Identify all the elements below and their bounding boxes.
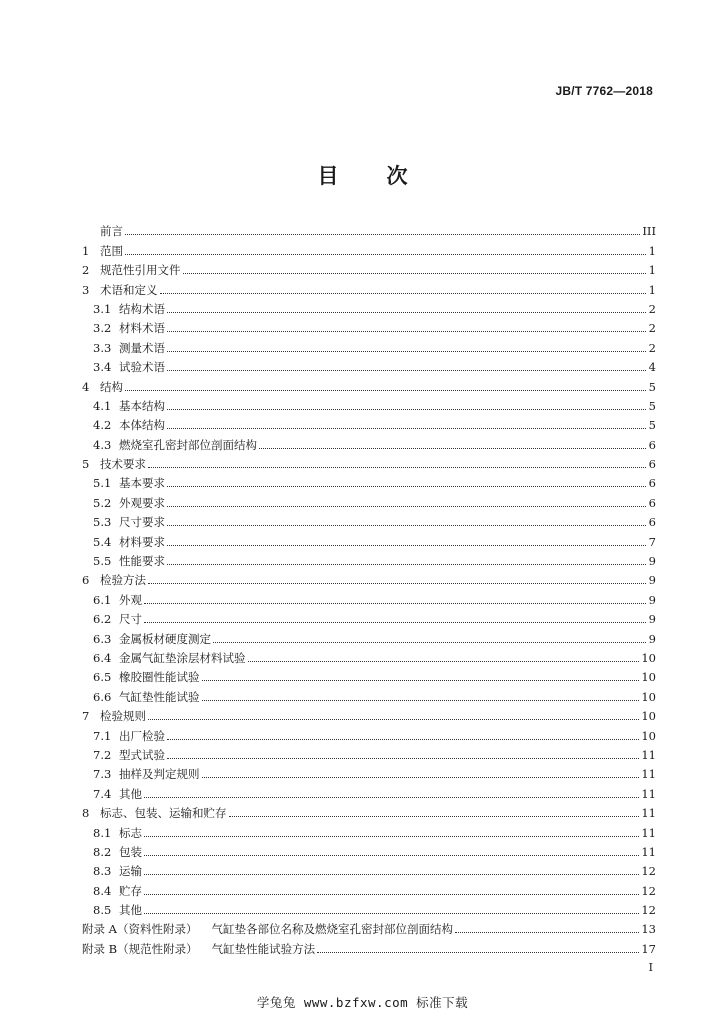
toc-entry-number: 6.1	[93, 592, 112, 607]
toc-entry[interactable]	[82, 549, 656, 568]
toc-entry-page: III	[642, 224, 656, 239]
toc-entry-number: 8.5	[93, 903, 112, 918]
toc-entry-number: 7.3	[93, 767, 112, 782]
toc-dot-leader	[125, 254, 646, 255]
toc-entry-page: 2	[648, 321, 656, 336]
toc-entry-page: 12	[641, 864, 656, 879]
toc-dot-leader	[167, 312, 646, 313]
toc-dot-leader	[144, 603, 646, 604]
toc-entry[interactable]	[82, 859, 656, 878]
toc-dot-leader	[144, 797, 639, 798]
toc-entry-number: 1	[82, 243, 90, 258]
toc-entry-page: 11	[641, 767, 656, 782]
toc-entry-number: 4.3	[93, 437, 112, 452]
toc-entry-title: 结构术语	[119, 301, 165, 316]
toc-entry[interactable]	[82, 665, 656, 684]
toc-entry-title: 本体结构	[119, 418, 165, 433]
toc-entry-number: 5	[82, 457, 90, 472]
toc-entry-page: 10	[641, 670, 656, 685]
toc-dot-leader	[183, 273, 647, 274]
toc-entry[interactable]	[82, 258, 656, 277]
toc-entry-page: 11	[641, 825, 656, 840]
toc-entry-title: 规范性引用文件	[100, 263, 181, 278]
toc-entry-page: 4	[648, 360, 656, 375]
toc-title-char-1: 目	[317, 164, 339, 188]
toc-entry[interactable]	[82, 762, 656, 781]
toc-entry-title: 材料要求	[119, 534, 165, 549]
toc-entry-number: 5.3	[93, 515, 112, 530]
toc-entry-page: 5	[648, 379, 656, 394]
toc-entry-title: 标志、包装、运输和贮存	[100, 806, 227, 821]
toc-entry-page: 17	[641, 941, 656, 956]
toc-entry-title: 前言	[100, 224, 123, 239]
toc-entry-page: 1	[648, 263, 656, 278]
toc-dot-leader	[202, 777, 640, 778]
toc-entry-page: 9	[648, 631, 656, 646]
toc-dot-leader	[148, 719, 639, 720]
footer-tagline: 标准下载	[416, 995, 469, 1010]
toc-entry[interactable]	[82, 684, 656, 703]
toc-entry[interactable]	[82, 878, 656, 897]
toc-entry-number: 8	[82, 806, 90, 821]
toc-entry-title: 运输	[119, 864, 142, 879]
toc-dot-leader	[148, 467, 646, 468]
toc-entry[interactable]	[82, 219, 656, 238]
toc-dot-leader	[144, 874, 639, 875]
toc-entry[interactable]	[82, 801, 656, 820]
toc-entry[interactable]	[82, 898, 656, 917]
toc-entry-number: 5.5	[93, 554, 112, 569]
toc-entry-title: 外观要求	[119, 495, 165, 510]
toc-dot-leader	[455, 932, 639, 933]
table-of-contents	[82, 219, 656, 956]
toc-dot-leader	[167, 758, 639, 759]
toc-entry-title: 包装	[119, 844, 142, 859]
toc-entry-page: 10	[641, 650, 656, 665]
toc-entry-number: 4	[82, 379, 90, 394]
standard-code: JB/T 7762—2018	[555, 84, 653, 98]
toc-entry-title: 基本结构	[119, 398, 165, 413]
toc-entry-title: 结构	[100, 379, 123, 394]
toc-entry[interactable]	[82, 432, 656, 451]
toc-entry-number: 3.1	[93, 301, 112, 316]
toc-entry-title: 其他	[119, 786, 142, 801]
toc-entry-page: 9	[648, 554, 656, 569]
toc-entry-page: 9	[648, 612, 656, 627]
toc-dot-leader	[167, 506, 646, 507]
toc-entry-number: 3	[82, 282, 90, 297]
toc-dot-leader	[167, 739, 639, 740]
toc-dot-leader	[167, 525, 646, 526]
toc-entry-number: 6.6	[93, 689, 112, 704]
toc-entry[interactable]	[82, 413, 656, 432]
toc-dot-leader	[160, 293, 647, 294]
toc-entry-number: 6.2	[93, 612, 112, 627]
toc-entry-number: 4.1	[93, 398, 112, 413]
toc-entry-number: 8.2	[93, 844, 112, 859]
toc-entry-title: 范围	[100, 243, 123, 258]
toc-entry-title: 橡胶圈性能试验	[119, 670, 200, 685]
toc-entry-number: 3.3	[93, 340, 112, 355]
toc-entry-number: 附录 A（资料性附录）	[82, 922, 198, 937]
toc-dot-leader	[229, 816, 640, 817]
toc-entry[interactable]	[82, 917, 656, 936]
toc-dot-leader	[202, 700, 640, 701]
toc-dot-leader	[167, 370, 646, 371]
toc-entry-page: 7	[648, 534, 656, 549]
toc-dot-leader	[248, 661, 640, 662]
toc-entry-title: 检验方法	[100, 573, 146, 588]
toc-entry-number: 2	[82, 263, 90, 278]
toc-dot-leader	[167, 486, 646, 487]
toc-entry-page: 1	[648, 282, 656, 297]
toc-entry-page: 1	[648, 243, 656, 258]
page-number: I	[648, 961, 653, 974]
toc-entry-page: 10	[641, 689, 656, 704]
toc-entry[interactable]	[82, 723, 656, 742]
toc-entry[interactable]	[82, 646, 656, 665]
toc-entry[interactable]	[82, 355, 656, 374]
toc-entry-page: 9	[648, 573, 656, 588]
toc-dot-leader	[213, 642, 646, 643]
toc-entry[interactable]	[82, 587, 656, 606]
footer-url[interactable]: www.bzfxw.com	[303, 995, 409, 1010]
toc-entry-title: 气缸垫性能试验方法	[211, 941, 316, 956]
footer-site: 学兔兔	[256, 995, 296, 1010]
toc-entry[interactable]	[82, 820, 656, 839]
toc-title-char-2: 次	[386, 164, 408, 188]
toc-entry-page: 6	[648, 495, 656, 510]
toc-entry-number: 6.5	[93, 670, 112, 685]
toc-entry-page: 11	[641, 786, 656, 801]
toc-entry-number: 7	[82, 709, 90, 724]
toc-entry-title: 其他	[119, 903, 142, 918]
toc-entry-title: 检验规则	[100, 709, 146, 724]
toc-entry-number: 4.2	[93, 418, 112, 433]
toc-entry-title: 抽样及判定规则	[119, 767, 200, 782]
toc-entry-number: 8.4	[93, 883, 112, 898]
toc-entry-number: 8.1	[93, 825, 112, 840]
toc-entry[interactable]	[82, 568, 656, 587]
toc-entry[interactable]	[82, 316, 656, 335]
toc-dot-leader	[167, 545, 646, 546]
toc-entry[interactable]	[82, 471, 656, 490]
toc-entry-number: 7.1	[93, 728, 112, 743]
toc-entry-title: 气缸垫性能试验	[119, 689, 200, 704]
toc-entry[interactable]	[82, 452, 656, 471]
toc-entry-page: 6	[648, 437, 656, 452]
toc-dot-leader	[148, 583, 646, 584]
toc-entry-number: 3.2	[93, 321, 112, 336]
toc-entry-title: 燃烧室孔密封部位剖面结构	[119, 437, 257, 452]
toc-entry[interactable]	[82, 743, 656, 762]
toc-entry-number: 7.2	[93, 747, 112, 762]
toc-entry-page: 13	[641, 922, 656, 937]
toc-dot-leader	[144, 894, 639, 895]
toc-entry-page: 2	[648, 340, 656, 355]
toc-title	[0, 160, 725, 190]
toc-entry-page: 11	[641, 844, 656, 859]
toc-entry[interactable]	[82, 529, 656, 548]
toc-entry[interactable]	[82, 374, 656, 393]
toc-entry-page: 6	[648, 457, 656, 472]
toc-entry-title: 材料术语	[119, 321, 165, 336]
toc-entry-title: 性能要求	[119, 554, 165, 569]
toc-entry[interactable]	[82, 238, 656, 257]
toc-entry[interactable]	[82, 297, 656, 316]
toc-entry-page: 12	[641, 883, 656, 898]
toc-entry[interactable]	[82, 335, 656, 354]
toc-entry-title: 贮存	[119, 883, 142, 898]
toc-dot-leader	[144, 913, 639, 914]
toc-entry-page: 5	[648, 418, 656, 433]
toc-dot-leader	[259, 448, 646, 449]
toc-entry-title: 出厂检验	[119, 728, 165, 743]
toc-dot-leader	[144, 622, 646, 623]
toc-dot-leader	[167, 564, 646, 565]
toc-entry-page: 5	[648, 398, 656, 413]
toc-entry-page: 10	[641, 728, 656, 743]
toc-entry-title: 外观	[119, 592, 142, 607]
toc-dot-leader	[144, 836, 639, 837]
toc-dot-leader	[125, 390, 646, 391]
toc-entry-number: 7.4	[93, 786, 112, 801]
toc-entry-page: 12	[641, 903, 656, 918]
toc-entry-title: 标志	[119, 825, 142, 840]
toc-dot-leader	[202, 680, 640, 681]
toc-entry-page: 11	[641, 806, 656, 821]
toc-entry-page: 9	[648, 592, 656, 607]
toc-entry[interactable]	[82, 704, 656, 723]
toc-entry-title: 金属板材硬度测定	[119, 631, 211, 646]
toc-entry-title: 尺寸	[119, 612, 142, 627]
toc-entry-title: 基本要求	[119, 476, 165, 491]
toc-entry-page: 6	[648, 515, 656, 530]
toc-entry-number: 附录 B（规范性附录）	[82, 941, 198, 956]
toc-dot-leader	[167, 409, 646, 410]
toc-entry-title: 试验术语	[119, 360, 165, 375]
toc-entry-title: 测量术语	[119, 340, 165, 355]
toc-entry-title: 气缸垫各部位名称及燃烧室孔密封部位剖面结构	[211, 922, 453, 937]
toc-entry-number: 6	[82, 573, 90, 588]
toc-entry-page: 6	[648, 476, 656, 491]
toc-entry-number: 6.4	[93, 650, 112, 665]
toc-entry-page: 2	[648, 301, 656, 316]
toc-entry[interactable]	[82, 781, 656, 800]
toc-entry-title: 技术要求	[100, 457, 146, 472]
toc-entry[interactable]	[82, 626, 656, 645]
toc-dot-leader	[144, 855, 639, 856]
toc-entry-number: 3.4	[93, 360, 112, 375]
toc-entry-number: 5.2	[93, 495, 112, 510]
toc-entry-number: 8.3	[93, 864, 112, 879]
toc-dot-leader	[167, 428, 646, 429]
toc-dot-leader	[317, 952, 639, 953]
toc-entry[interactable]	[82, 840, 656, 859]
footer-watermark	[0, 993, 725, 1011]
toc-entry-number: 5.1	[93, 476, 112, 491]
toc-entry-page: 11	[641, 747, 656, 762]
toc-entry-title: 型式试验	[119, 747, 165, 762]
toc-entry-title: 术语和定义	[100, 282, 158, 297]
toc-entry[interactable]	[82, 394, 656, 413]
toc-entry-page: 10	[641, 709, 656, 724]
toc-dot-leader	[167, 331, 646, 332]
toc-entry[interactable]	[82, 936, 656, 955]
toc-entry[interactable]	[82, 277, 656, 296]
toc-entry[interactable]	[82, 490, 656, 509]
toc-dot-leader	[167, 351, 646, 352]
toc-entry-title: 金属气缸垫涂层材料试验	[119, 650, 246, 665]
toc-entry-number: 6.3	[93, 631, 112, 646]
toc-entry[interactable]	[82, 607, 656, 626]
toc-dot-leader	[125, 234, 640, 235]
toc-entry-title: 尺寸要求	[119, 515, 165, 530]
toc-entry[interactable]	[82, 510, 656, 529]
toc-entry-number: 5.4	[93, 534, 112, 549]
